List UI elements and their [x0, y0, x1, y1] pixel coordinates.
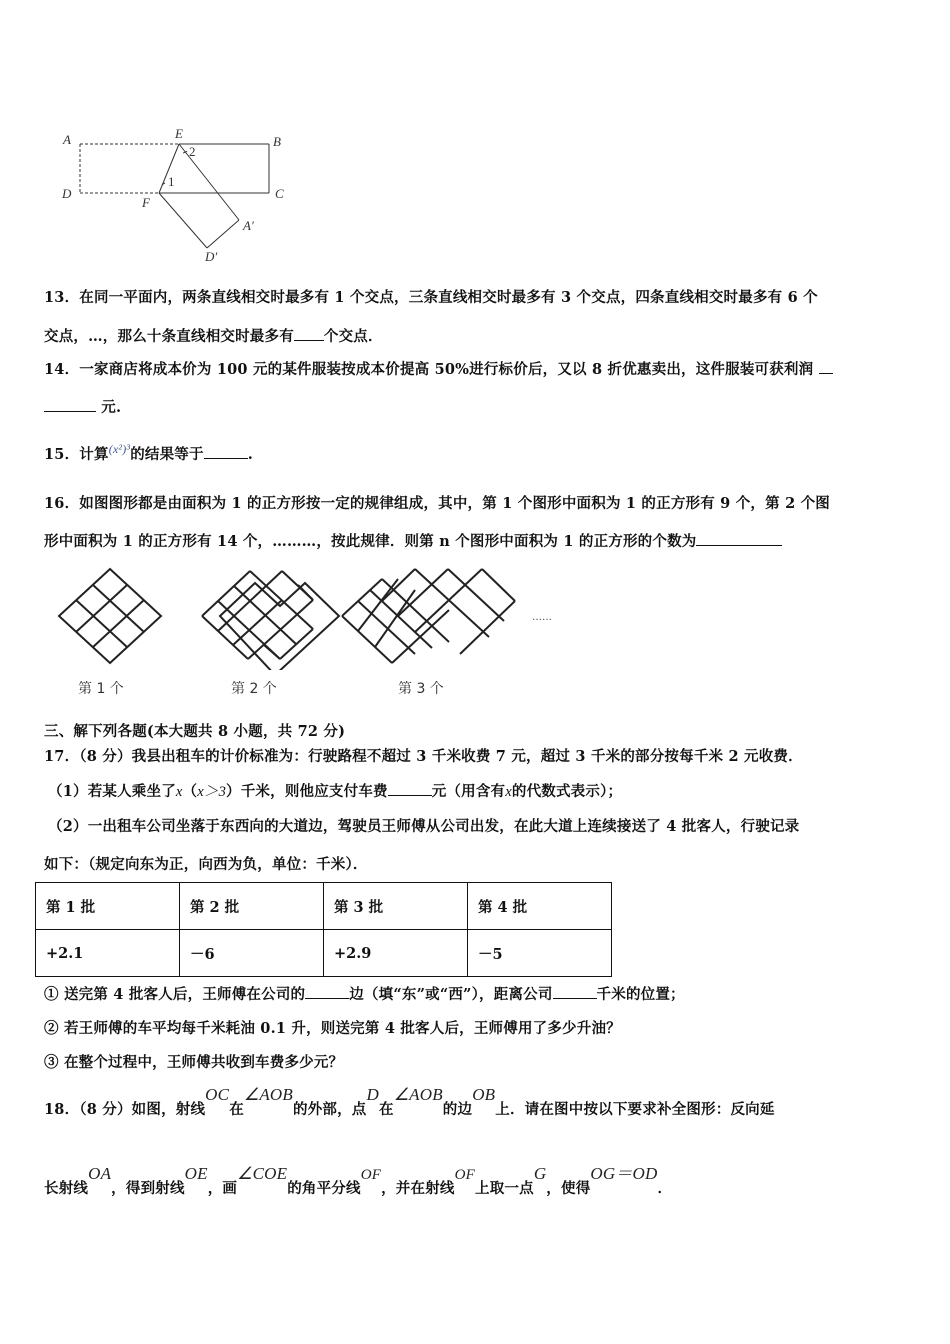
q17-p1-a: （1）若某人乘坐了 [48, 783, 176, 800]
label-a: A [63, 132, 71, 147]
q17-s1-b: 边（填“东”或“西”），距离公司 [349, 986, 553, 1003]
q18-l2-c: ，画 [207, 1180, 238, 1197]
q17-part2-line2: 如下：（规定向东为正，向西为负，单位：千米）． [44, 856, 368, 873]
q18-equation: OG＝OD [590, 1164, 658, 1183]
caption-2: 第 2 个 [231, 681, 277, 697]
q13-answer-blank[interactable] [294, 328, 324, 341]
table-cell: +2.9 [324, 930, 468, 977]
line-a-prime-d-prime [207, 220, 239, 248]
pattern-3 [342, 569, 515, 670]
q14-answer-blank-b[interactable] [44, 399, 96, 412]
q16-line2 [44, 530, 782, 551]
label-d: D [62, 186, 72, 201]
label-e: E [175, 126, 183, 141]
pattern-1 [59, 569, 161, 663]
q17-p1-e: 的代数式表示）； [511, 783, 623, 800]
label-c: C [275, 186, 284, 201]
label-angle-1: 1 [168, 174, 175, 189]
label-f: F [142, 195, 150, 210]
table-header-cell: 第 4 批 [468, 883, 612, 930]
section-3-title: 三、解下列各题(本大题共 8 小题，共 72 分) [44, 723, 346, 740]
table-cell: －6 [180, 930, 324, 977]
table-cell: +2.1 [36, 930, 180, 977]
q16-line1: 16．如图图形都是由面积为 1 的正方形按一定的规律组成，其中，第 1 个图形中面积为 1 的正方形有 9 个，第 2 个图 [44, 495, 831, 512]
q14-text-b: 元. [101, 399, 122, 416]
q18-point-d: D [366, 1085, 379, 1104]
q18-line1 [44, 1085, 775, 1119]
q18-oa: OA [88, 1164, 112, 1183]
q18-l1-d: 在 [378, 1101, 394, 1118]
label-angle-2: 2 [189, 144, 196, 159]
q18-l1-b: 在 [229, 1101, 244, 1118]
q17-s1-c: 千米的位置； [596, 986, 685, 1003]
q13-text-b: 个交点． [323, 328, 383, 345]
table-cell: －5 [468, 930, 612, 977]
q15-text-c: . [247, 445, 253, 463]
q16-answer-blank[interactable] [696, 533, 782, 546]
table-row [36, 930, 612, 977]
label-b: B [273, 134, 281, 149]
table-header-row [36, 883, 612, 930]
q18-oc: OC [205, 1085, 230, 1104]
q14-text-a: 14．一家商店将成本价为 100 元的某件服装按成本价提高 50%进行标价后，又以 8 折优惠卖出，这件服装可获利润 [44, 361, 814, 378]
q17-var-x: x [175, 784, 183, 800]
line-fd-prime [159, 193, 207, 248]
q14-answer-blank-a[interactable] [819, 361, 833, 374]
caption-1: 第 1 个 [78, 681, 124, 697]
q18-angle-aob-2: ∠AOB [393, 1085, 443, 1104]
q18-l2-a: 长射线 [44, 1180, 89, 1197]
table-header-cell: 第 3 批 [324, 883, 468, 930]
caption-3: 第 3 个 [398, 681, 444, 697]
q17-p1-d: 元（用含有 [431, 783, 506, 800]
q18-l2-h: ． [657, 1180, 673, 1197]
q17-sub1 [44, 983, 685, 1004]
pattern-ellipsis: …… [532, 612, 552, 623]
pattern-2 [202, 571, 339, 670]
q17-intro: 17．（8 分）我县出租车的计价标准为：行驶路程不超过 3 千米收费 7 元，超过 3 千米的部分按每千米 2 元收费． [44, 748, 803, 765]
q13-line2 [44, 325, 383, 346]
q18-line2 [44, 1164, 673, 1198]
q18-l1-c: 的外部，点 [293, 1101, 367, 1118]
q17-fare-blank[interactable] [388, 783, 432, 796]
q18-l2-g: ，使得 [546, 1180, 591, 1197]
q18-l2-d: 的角平分线 [287, 1180, 361, 1197]
q17-s1-a: ① 送完第 4 批客人后，王师傅在公司的 [44, 986, 306, 1003]
q18-l2-e: ，并在射线 [381, 1180, 455, 1197]
q17-part1 [48, 780, 622, 801]
q17-part2-line1: （2）一出租车公司坐落于东西向的大道边，驾驶员王师傅从公司出发，在此大道上连续接送了 4 批客人，行驶记录 [48, 818, 800, 835]
q13-line1: 13．在同一平面内，两条直线相交时最多有 1 个交点，三条直线相交时最多有 3 个交点，四条直线相交时最多有 6 个 [44, 289, 818, 306]
label-a-prime: A′ [243, 218, 254, 233]
q14-line1 [44, 358, 833, 379]
q13-text-a: 交点，…，那么十条直线相交时最多有 [44, 328, 294, 345]
table-header-cell: 第 2 批 [180, 883, 324, 930]
q18-of-2: OF [454, 1167, 475, 1183]
line-ea-prime [179, 144, 239, 220]
q17-direction-blank[interactable] [305, 986, 349, 999]
q17-p1-c: ）千米，则他应支付车费 [226, 783, 388, 800]
q14-line2 [44, 396, 121, 417]
q18-oe: OE [184, 1164, 208, 1183]
q15-answer-blank[interactable] [204, 446, 248, 459]
q15-line [44, 442, 253, 464]
rectangle-fold-figure [55, 125, 295, 270]
q17-sub2: ② 若王师傅的车平均每千米耗油 0.1 升，则送完第 4 批客人后，王师傅用了多少升油？ [44, 1020, 621, 1037]
q18-l1-e: 的边 [442, 1101, 473, 1118]
q18-l1-a: 18．（8 分）如图，射线 [44, 1101, 206, 1118]
q17-sub3: ③ 在整个过程中，王师傅共收到车费多少元？ [44, 1054, 344, 1071]
q18-ob: OB [472, 1085, 496, 1104]
q17-condition: x＞3 [197, 784, 227, 800]
q15-text-a: 15．计算 [44, 445, 109, 463]
q18-l1-f: 上．请在图中按以下要求补全图形：反向延 [495, 1101, 775, 1118]
q15-formula: (x²)³ [108, 442, 131, 456]
square-pattern-figures [55, 565, 535, 670]
q17-distance-blank[interactable] [553, 986, 597, 999]
label-d-prime: D′ [205, 249, 218, 264]
q17-var-x2: x [505, 784, 512, 800]
q18-of: OF [360, 1167, 382, 1183]
q18-point-g: G [533, 1164, 547, 1183]
q18-angle-coe: ∠COE [237, 1164, 288, 1183]
q17-p1-b: （ [182, 783, 198, 800]
q15-text-b: 的结果等于 [130, 445, 204, 463]
q18-l2-b: ，得到射线 [111, 1180, 185, 1197]
fold-diagram [55, 125, 295, 270]
table-header-cell: 第 1 批 [36, 883, 180, 930]
q16-text: 形中面积为 1 的正方形有 14 个，………，按此规律．则第 n 个图形中面积为 1 的正方形的个数为 [44, 533, 697, 550]
driving-record-table [35, 882, 612, 977]
q18-l2-f: 上取一点 [475, 1180, 534, 1197]
q18-angle-aob: ∠AOB [243, 1085, 293, 1104]
